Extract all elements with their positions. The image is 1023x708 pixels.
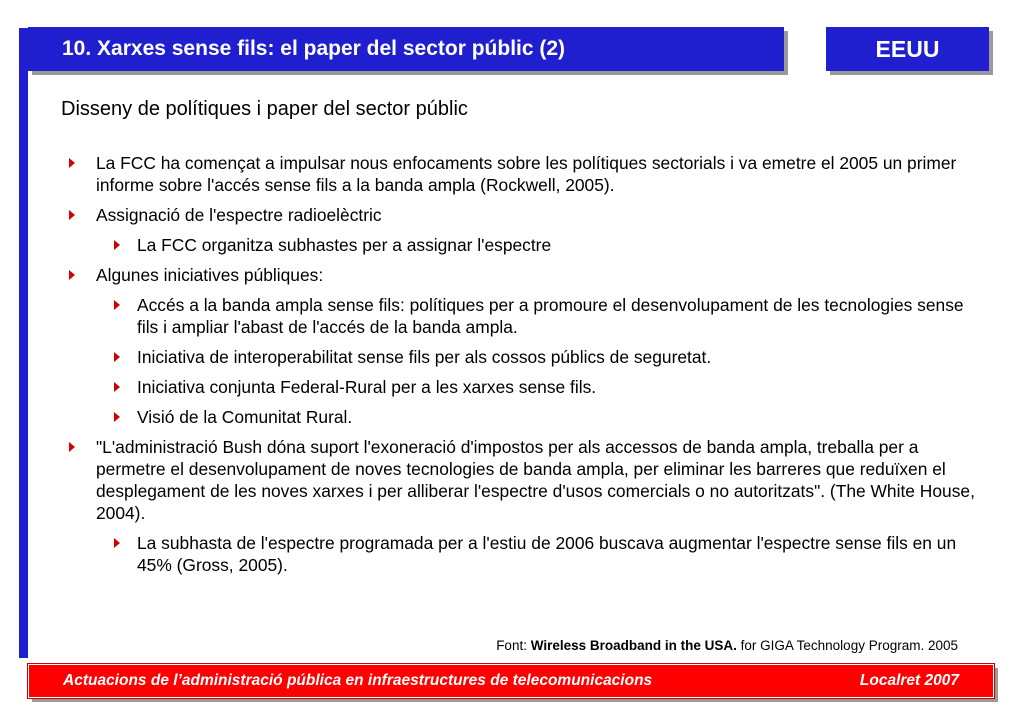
bullet-list [68, 152, 983, 584]
source-title: Wireless Broadband in the USA. [530, 638, 737, 653]
bullet-text: La subhasta de l'espectre programada per a l'estiu de 2006 buscava augmentar l'espectre sense fils en un 45% (Gross, 2005). [137, 533, 957, 575]
arrow-bullet-icon [114, 352, 120, 362]
bullet-text: Iniciativa de interoperabilitat sense fils per als cossos públics de seguretat. [137, 347, 712, 367]
sub-bullet-item [68, 346, 983, 368]
sub-bullet-item [68, 294, 983, 338]
left-accent-bar [19, 28, 28, 658]
footer-org-year: Localret 2007 [859, 672, 959, 689]
arrow-bullet-icon [69, 158, 75, 168]
section-subtitle: Disseny de polítiques i paper del sector públic [61, 98, 468, 120]
source-citation [496, 638, 958, 653]
arrow-bullet-icon [114, 538, 120, 548]
sub-bullet-item [68, 406, 983, 428]
arrow-bullet-icon [114, 412, 120, 422]
arrow-bullet-icon [114, 300, 120, 310]
bullet-text: Assignació de l'espectre radioelèctric [96, 205, 382, 225]
source-prefix: Font: [496, 638, 531, 653]
bullet-text: La FCC organitza subhastes per a assignar l'espectre [137, 235, 552, 255]
country-badge [826, 27, 989, 71]
sub-bullet-item [68, 376, 983, 398]
arrow-bullet-icon [69, 270, 75, 280]
bullet-text: Visió de la Comunitat Rural. [137, 407, 353, 427]
bullet-text: La FCC ha començat a impulsar nous enfocaments sobre les polítiques sectorials i va emetre el 2005 un primer informe sobre l'accés sense fils a la banda ampla (Rockwell, 2005). [96, 153, 957, 195]
sub-bullet-item [68, 234, 983, 256]
arrow-bullet-icon [69, 210, 75, 220]
source-suffix: for GIGA Technology Program. 2005 [736, 638, 958, 653]
bullet-item [68, 204, 983, 226]
bullet-item [68, 152, 983, 196]
sub-bullet-item [68, 532, 983, 576]
arrow-bullet-icon [69, 442, 75, 452]
slide-title: 10. Xarxes sense fils: el paper del sector públic (2) [62, 37, 566, 60]
bullet-text: Iniciativa conjunta Federal-Rural per a les xarxes sense fils. [137, 377, 597, 397]
arrow-bullet-icon [114, 382, 120, 392]
bullet-item [68, 264, 983, 286]
title-banner [28, 27, 784, 71]
country-label: EEUU [875, 35, 940, 62]
footer-title: Actuacions de l’administració pública en infraestructures de telecomunicacions [63, 672, 653, 689]
bullet-text: Algunes iniciatives públiques: [96, 265, 324, 285]
arrow-bullet-icon [114, 240, 120, 250]
bullet-text: "L'administració Bush dóna suport l'exoneració d'impostos per als accessos de banda ampla, treballa per a permetre el desenvolupament de noves tecnologies de banda ampla, per eliminar les barreres que reduïxen el desplegament de les noves xarxes i per alliberar l'espectre d'usos comercials o no autoritzats". (The White House, 2004). [96, 437, 975, 523]
footer-banner [28, 664, 994, 698]
bullet-item [68, 436, 983, 524]
bullet-text: Accés a la banda ampla sense fils: polítiques per a promoure el desenvolupament de les tecnologies sense fils i ampliar l'abast de l'accés de la banda ampla. [137, 295, 964, 337]
